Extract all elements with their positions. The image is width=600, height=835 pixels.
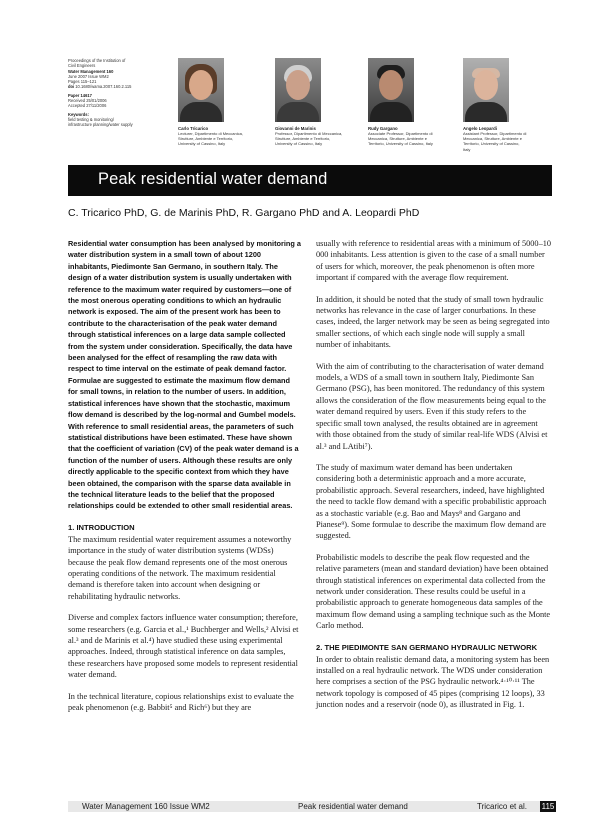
keywords-label: Keywords:	[68, 111, 89, 117]
author-name: Rudy Gargano	[368, 126, 398, 131]
paragraph: With the aim of contributing to the characterisation of water demand models, a WDS of a small town in southern Italy, Piedimonte San Germano (PSG), has been monitored. The redundancy of this system allows the consideration of the flow measurements being equal to the water demand required by users. Even if this study refers to the specific small town analysed, the results obtained are in agreement with those obtained from the study of similar real-life WDS (Alvisi et al.³ and LAtibi⁷).	[316, 361, 548, 451]
author-affiliation: Strutture, Ambiente e Territorio,	[275, 136, 331, 142]
footer-title: Peak residential water demand	[298, 802, 408, 811]
keywords-line: field testing & monitoring/	[68, 116, 114, 122]
author-name: Angelo Leopardi	[463, 126, 497, 131]
keywords-line: infrastructure planning/water supply	[68, 122, 133, 128]
page-range: Pages 115–121	[68, 79, 97, 85]
proceedings-line: Proceedings of the Institution of	[68, 58, 126, 63]
paragraph: usually with reference to residential areas with a minimum of 5000–10 000 inhabitants. Less attention is given to the case of a small number of users for which, moreover, the peak phenomenon is often more important if compared with the average flow requirement.	[316, 239, 552, 283]
author-affiliation: Assistant Professor, Dipartimento di	[463, 131, 527, 137]
received-date: Received 25/01/2006	[68, 98, 107, 104]
doi-value[interactable]: 10.1680/wama.2007.160.2.115	[75, 84, 132, 90]
author-card	[178, 58, 268, 147]
doi-label: doi	[68, 84, 75, 90]
author-name: Giovanni de Marinis	[275, 126, 316, 131]
page-footer	[0, 801, 600, 812]
author-affiliation: Italy	[463, 146, 471, 152]
author-affiliation: Meccanica, Strutture, Ambiente e	[463, 136, 522, 142]
author-affiliation: Meccanica, Strutture, Ambiente e	[368, 136, 427, 142]
footer-authors: Tricarico et al.	[477, 802, 527, 811]
author-affiliation: Associate Professor, Dipartimento di	[368, 131, 433, 137]
author-affiliation: Territorio, University of Cassino, Italy	[368, 141, 433, 147]
paragraph: In addition, it should be noted that the study of small town hydraulic networks has relevance in the case of larger conurbations. In these cases, indeed, the larger network may be seen as being segregated into smaller sections, of which each single node will supply a small number of inhabitants.	[316, 294, 550, 350]
paragraph: The study of maximum water demand has been undertaken considering both a deterministic approach and a more accurate, probabilistic approach. Several researchers, indeed, have highlighted the need to tackle flow demand with a specific probabilistic approach as a stochastic variable (e.g. Bao and Mays⁸ and Gargano and Pianese⁹). Some formulae to describe the maximum flow demand are suggested.	[316, 462, 547, 541]
proceedings-line: Civil Engineers	[68, 63, 96, 69]
footer-journal: Water Management 160 Issue WM2	[82, 802, 210, 811]
author-byline: C. Tricarico PhD, G. de Marinis PhD, R. Gargano PhD and A. Leopardi PhD	[68, 207, 420, 219]
author-photo	[275, 58, 321, 122]
author-affiliation: University of Cassino, Italy	[178, 141, 226, 147]
paragraph: Probabilistic models to describe the peak flow requested and the relative parameters (mean and standard deviation) have been obtained through statistical inferences on experimental data collected from the network under consideration. These results could be useful in a probabilistic approach to generate homogeneous data samples of the maximum flow demand using a sampling technique such as the Monte Carlo method.	[316, 552, 551, 631]
section-heading: 2. THE PIEDIMONTE SAN GERMANO HYDRAULIC NETWORK	[316, 642, 538, 652]
author-card	[368, 58, 458, 147]
author-card	[463, 58, 553, 152]
author-photo	[178, 58, 224, 122]
author-photo	[368, 58, 414, 122]
left-column	[68, 238, 301, 723]
proceedings-info	[68, 58, 168, 128]
author-photo	[463, 58, 509, 122]
issue-info: June 2007 Issue WM2	[68, 73, 109, 79]
paragraph: Diverse and complex factors influence water consumption; therefore, some researchers (e.g. Garcia et al.,¹ Buchberger and Wells,² Alvisi et al.³ and de Marinis et al.⁴) have studied these using experimental approaches. Indeed, through statistical inference on data samples, these researchers have proposed some models to represent residential water demand.	[68, 613, 299, 680]
page-number: 115	[541, 802, 555, 811]
right-column	[316, 238, 552, 721]
author-name: Carlo Tricarico	[178, 126, 209, 131]
paragraph: In order to obtain realistic demand data, a monitoring system has been installed on a real hydraulic network. The WDS under consideration here comprises a section of the PSG hydraulic network.⁴·¹⁰·¹¹ The network topology is composed of 45 pipes (comprising 12 loops), 33 junction nodes and a reservoir (node 0), as illustrated in Fig. 1.	[316, 654, 550, 710]
author-affiliation: University of Cassino, Italy	[275, 141, 323, 147]
author-affiliation: Professor, Dipartimento di Meccanica,	[275, 131, 343, 137]
paragraph: In the technical literature, copious relationships exist to evaluate the peak phenomenon (e.g. Babbit⁵ and Rich⁶) but they are	[68, 691, 294, 713]
abstract: Residential water consumption has been analysed by monitoring a water distribution system in a small town of about 1200 inhabitants, Piedimonte San Germano, in southern Italy. The design of a water distribution system is usually undertaken with reference to the maximum water required by customers—one of the most onerous operating conditions to which an hydraulic network is exposed. The aim of the present work has been to contribute to the characterisation of the peak water demand through statistical inferences on a large data sample collected from the system under consideration. Specifically, the data have been analysed for the effect of resampling the raw data with respect to time interval on the estimate of peak demand factor. Formulae are suggested to estimate the maximum flow demand for small towns, in relation to the number of users. In addition, statistical inferences have shown that the stochastic, maximum flow demand is described by the log-normal and Gumbel models. With reference to small residential areas, the parameters of such statistical distributions have been estimated. These have shown that the coefficient of variation (CV) of the peak water demand is a function of the number of users. Although these results are only directly applicable to the specific context from which they have been obtained, the comparison with the sparse data available in the technical literature leads to the belief that the proposed relationships could be extended to other small residential areas.	[68, 239, 302, 511]
journal-name: Water Management 160	[68, 68, 114, 74]
paper-number: Paper 14617	[68, 92, 92, 98]
paper-title: Peak residential water demand	[98, 170, 328, 188]
author-card	[275, 58, 365, 147]
section-heading: 1. INTRODUCTION	[68, 522, 135, 532]
author-affiliation: Strutture, Ambiente e Territorio,	[178, 136, 234, 142]
paragraph: The maximum residential water requirement assumes a noteworthy importance in the study of water distribution systems (WDSs) because the peak flow demand represents one of the most onerous operating conditions of the network. The maximum residential demand is therefore taken into account when designing or rehabilitating hydraulic networks.	[68, 534, 292, 601]
title-bar	[68, 165, 552, 196]
accepted-date: Accepted 27/11/2006	[68, 103, 107, 109]
author-affiliation: Territorio, University of Cassino,	[463, 141, 520, 147]
author-affiliation: Lecturer, Dipartimento di Meccanica,	[178, 131, 243, 137]
